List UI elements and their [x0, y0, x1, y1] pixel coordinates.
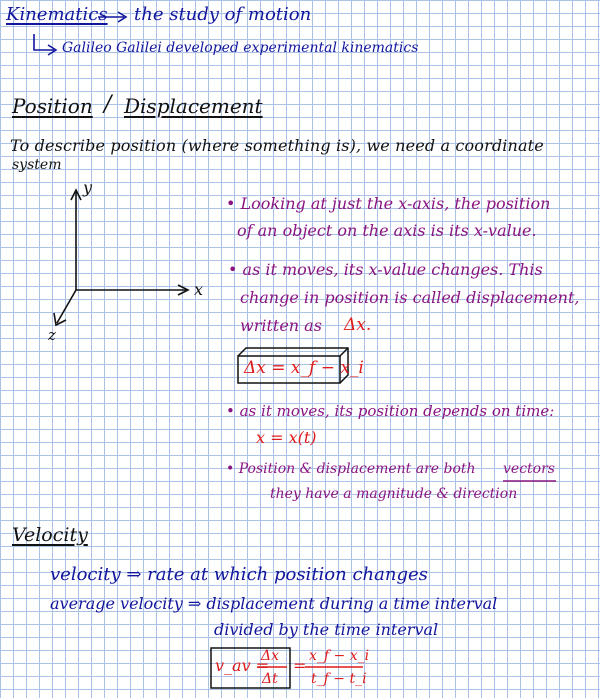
x-axis-arrow-icon [178, 285, 188, 295]
y-axis-label: y [83, 178, 93, 197]
formula-numerator-2: x_f − x_i [309, 648, 370, 664]
bullet-2-line-1: • as it moves, its x-value changes. This [228, 260, 543, 279]
bullet-4-line-1: • Position & displacement are both [226, 461, 476, 477]
formula-numerator: Δx [261, 648, 280, 664]
heading-slash: / [104, 92, 112, 117]
z-axis-arrow-icon [54, 313, 66, 325]
bullet-1-line-1: • Looking at just the x-axis, the position [226, 194, 551, 213]
galileo-note: Galileo Galilei developed experimental kinematics [62, 40, 419, 56]
intro-line-2: system [12, 157, 62, 173]
formula-denominator: Δt [262, 671, 278, 687]
position-heading: Position [12, 94, 93, 118]
formula-denominator-2: t_f − t_i [311, 671, 367, 687]
velocity-heading: Velocity [12, 524, 88, 546]
equation-position-time: x = x(t) [256, 428, 317, 447]
intro-line-1: To describe position (where something is), we need a coordinate [10, 136, 544, 155]
formula-equals: = [293, 656, 307, 675]
x-axis-label: x [194, 280, 204, 299]
bullet-3-line-1: • as it moves, its position depends on time: [226, 402, 555, 420]
y-axis-arrow-icon [71, 190, 81, 200]
coordinate-axes [54, 190, 188, 325]
bullet-1-line-2: of an object on the axis is its x-value. [237, 221, 537, 240]
l-arrow-icon [34, 34, 54, 50]
displacement-heading: Displacement [124, 94, 263, 118]
bullet-4-line-2: they have a magnitude & direction [270, 486, 518, 502]
velocity-line-1: velocity ⇒ rate at which position changes [50, 564, 428, 585]
delta-x-inline: Δx. [344, 315, 372, 335]
bullet-2-line-3: written as [240, 316, 322, 335]
velocity-line-3: divided by the time interval [214, 620, 439, 639]
kinematics-title: Kinematics [6, 4, 108, 25]
header-arrow-icon [118, 12, 126, 22]
velocity-line-2: average velocity ⇒ displacement during a time interval [50, 594, 498, 613]
kinematics-definition: the study of motion [134, 4, 312, 25]
bullet-2-line-2: change in position is called displacement, [240, 288, 580, 307]
vectors-word: vectors [503, 461, 555, 477]
formula-vav: v_av = [215, 656, 270, 675]
z-axis-label: z [48, 326, 56, 344]
equation-displacement: Δx = x_f − x_i [244, 358, 364, 378]
